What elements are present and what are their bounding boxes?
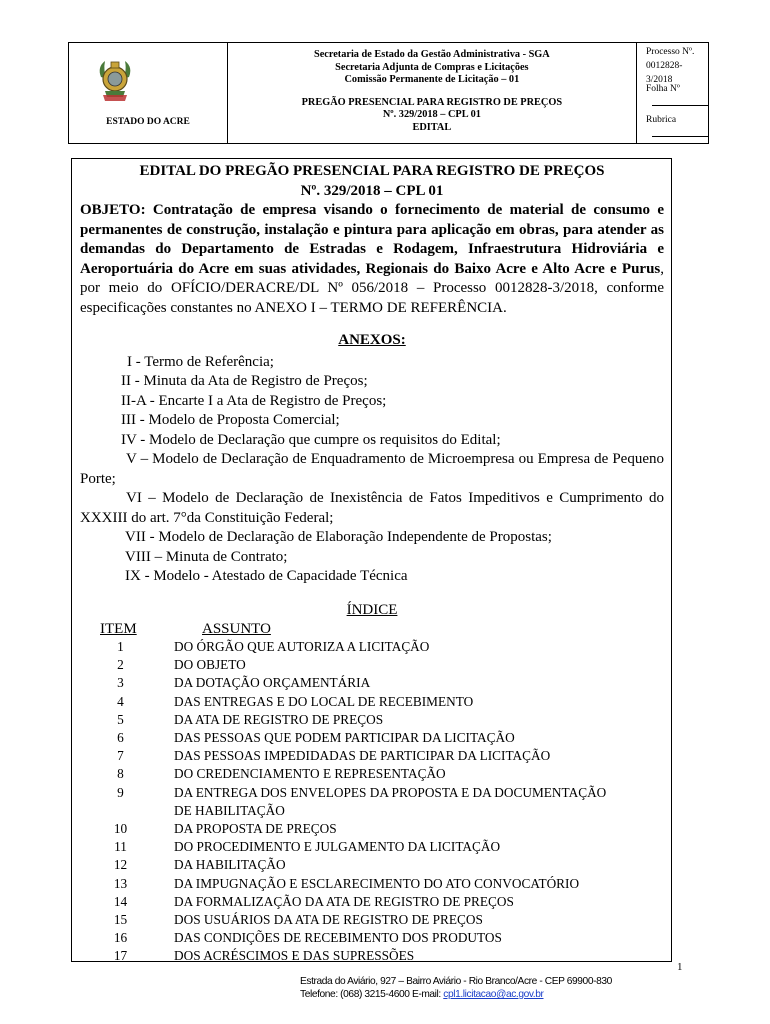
- indice-row: [80, 838, 664, 856]
- indice-item-subject: DOS ACRÉSCIMOS E DAS SUPRESSÕES: [174, 948, 415, 964]
- anexo-item: VI – Modelo de Declaração de Inexistência de Fatos Impeditivos e Cumprimento do XXXIII do art. 7°da Constituição Federal;: [80, 490, 664, 526]
- coat-of-arms-icon: [97, 57, 133, 105]
- anexo-item: VIII – Minuta de Contrato;: [125, 548, 288, 565]
- footer-address: Estrada do Aviário, 927 – Bairro Aviário - Rio Branco/Acre - CEP 69900-830: [300, 976, 612, 987]
- indice-row: [80, 765, 664, 783]
- anexo-item: II-A - Encarte I a Ata de Registro de Preços;: [121, 392, 387, 409]
- indice-item-number: 15: [113, 912, 128, 928]
- indice-row: [80, 656, 664, 674]
- objeto-rest: , por meio do OFÍCIO/DERACRE/DL Nº 056/2018 – Processo 0012828-3/2018, conforme especificações constantes no ANEXO I – TERMO DE REFERÊNCIA.: [80, 260, 664, 316]
- page-number: 1: [677, 961, 683, 973]
- doc-number: Nº. 329/2018 – CPL 01: [300, 182, 444, 199]
- indice-item-subject: DA FORMALIZAÇÃO DA ATA DE REGISTRO DE PREÇOS: [174, 893, 514, 909]
- header-state-cell: [69, 43, 228, 143]
- indice-list: [80, 638, 664, 966]
- document-header: [68, 42, 709, 144]
- header-process-cell: [637, 43, 708, 143]
- indice-item-number: 13: [113, 875, 128, 891]
- indice-row: [80, 929, 664, 947]
- indice-row: [80, 947, 664, 965]
- indice-title: ÍNDICE: [346, 601, 398, 618]
- indice-item-subject: DA ATA DE REGISTRO DE PREÇOS: [174, 711, 384, 727]
- indice-row: [80, 693, 664, 711]
- header-line: Comissão Permanente de Licitação – 01: [344, 74, 520, 85]
- indice-row: [80, 729, 664, 747]
- indice-item-number: 8: [117, 766, 124, 782]
- indice-item-subject: DE HABILITAÇÃO: [174, 802, 285, 818]
- indice-item-subject: DO OBJETO: [174, 657, 246, 673]
- indice-item-number: 10: [113, 821, 128, 837]
- header-line: Secretaria de Estado da Gestão Administrativa - SGA: [313, 49, 550, 60]
- anexo-item: II - Minuta da Ata de Registro de Preços;: [121, 373, 368, 389]
- indice-item-number: 9: [117, 784, 124, 800]
- indice-item-subject: DA ENTREGA DOS ENVELOPES DA PROPOSTA E DA DOCUMENTAÇÃO: [174, 784, 607, 800]
- anexo-item: I - Termo de Referência;: [127, 353, 274, 370]
- header-line: PREGÃO PRESENCIAL PARA REGISTRO DE PREÇOS: [301, 96, 563, 108]
- indice-item-number: 7: [117, 748, 124, 764]
- indice-row: [80, 711, 664, 729]
- indice-row: [80, 747, 664, 765]
- anexo-item: V – Modelo de Declaração de Enquadramento de Microempresa ou Empresa de Pequeno Porte;: [80, 451, 664, 487]
- indice-row: [80, 911, 664, 929]
- indice-item-subject: DA HABILITAÇÃO: [174, 857, 286, 873]
- indice-item-subject: DA PROPOSTA DE PREÇOS: [174, 821, 337, 837]
- header-line: Secretaria Adjunta de Compras e Licitações: [335, 61, 529, 73]
- indice-row: [80, 856, 664, 874]
- anexo-item: IV - Modelo de Declaração que cumpre os requisitos do Edital;: [121, 431, 501, 448]
- indice-item-number: [80, 802, 159, 820]
- indice-item-number: 5: [117, 711, 124, 727]
- indice-row: [80, 820, 664, 838]
- indice-item-subject: DO PROCEDIMENTO E JULGAMENTO DA LICITAÇÃO: [174, 839, 501, 855]
- col-assunto: ASSUNTO: [202, 621, 271, 637]
- objeto-bold: OBJETO: Contratação de empresa visando o fornecimento de material de consumo e permanentes de construção, instalação e pintura para aplicação em obras, para atender as demandas do Departamento de Estradas e Rodagem, Infraestrutura Hidroviária e Aeroportuária do Acre em suas atividades, Regionais do Baixo Acre e Alto Acre e Purus: [80, 202, 664, 277]
- indice-item-subject: DAS ENTREGAS E DO LOCAL DE RECEBIMENTO: [174, 693, 474, 709]
- indice-item-subject: DAS PESSOAS IMPEDIDADAS DE PARTICIPAR DA LICITAÇÃO: [174, 748, 551, 764]
- rubrica-label: Rubrica: [646, 115, 677, 125]
- indice-item-number: 2: [117, 657, 124, 673]
- indice-item-number: 12: [113, 857, 128, 873]
- email-link[interactable]: cpl1.licitacao@ac.gov.br: [443, 989, 544, 1000]
- indice-item-subject: DO CREDENCIAMENTO E REPRESENTAÇÃO: [174, 766, 446, 782]
- indice-header: [80, 620, 664, 638]
- document-body: [80, 162, 664, 966]
- indice-item-number: 4: [117, 693, 124, 709]
- indice-row: [80, 638, 664, 656]
- indice-item-subject: DO ÓRGÃO QUE AUTORIZA A LICITAÇÃO: [174, 639, 430, 654]
- process-number: Processo Nº. 0012828-3/2018: [646, 47, 695, 85]
- rubrica-field: [646, 113, 708, 144]
- anexo-item: III - Modelo de Proposta Comercial;: [121, 412, 340, 428]
- col-item: ITEM: [100, 621, 137, 637]
- state-name: ESTADO DO ACRE: [106, 117, 190, 127]
- indice-item-subject: DA IMPUGNAÇÃO E ESCLARECIMENTO DO ATO CONVOCATÓRIO: [174, 875, 580, 891]
- indice-item-number: 11: [114, 839, 127, 855]
- indice-item-subject: DOS USUÁRIOS DA ATA DE REGISTRO DE PREÇOS: [174, 912, 483, 928]
- indice-row: [80, 893, 664, 911]
- indice-item-number: 1: [117, 639, 124, 654]
- indice-item-number: 17: [113, 948, 128, 964]
- header-line: Nº. 329/2018 – CPL 01: [382, 109, 481, 120]
- indice-row: [80, 674, 664, 692]
- folha-label: Folha Nº: [646, 84, 680, 94]
- indice-row: [80, 784, 664, 802]
- indice-item-subject: DAS CONDIÇÕES DE RECEBIMENTO DOS PRODUTOS: [174, 930, 502, 946]
- indice-item-number: 16: [113, 930, 128, 946]
- anexos-title: ANEXOS:: [338, 332, 406, 348]
- objeto-paragraph: [80, 201, 664, 318]
- indice-item-subject: DAS PESSOAS QUE PODEM PARTICIPAR DA LICITAÇÃO: [174, 730, 515, 746]
- footer-phone: Telefone: (068) 3215-4600 E-mail:: [300, 989, 441, 1000]
- indice-row: [80, 875, 664, 893]
- indice-item-number: 6: [117, 730, 124, 746]
- folha-field: [646, 82, 708, 113]
- indice-item-subject: DA DOTAÇÃO ORÇAMENTÁRIA: [174, 675, 371, 691]
- indice-item-number: 3: [117, 675, 124, 691]
- indice-item-number: 14: [113, 893, 128, 909]
- doc-title: EDITAL DO PREGÃO PRESENCIAL PARA REGISTRO DE PREÇOS: [139, 163, 605, 179]
- footer: [300, 975, 612, 1001]
- anexo-item: IX - Modelo - Atestado de Capacidade Técnica: [125, 568, 408, 584]
- header-line: EDITAL: [412, 121, 452, 133]
- indice-row: [80, 802, 664, 820]
- header-institution: [228, 43, 637, 143]
- footer-contact: [300, 988, 612, 1001]
- anexo-item: VII - Modelo de Declaração de Elaboração Independente de Propostas;: [125, 529, 552, 545]
